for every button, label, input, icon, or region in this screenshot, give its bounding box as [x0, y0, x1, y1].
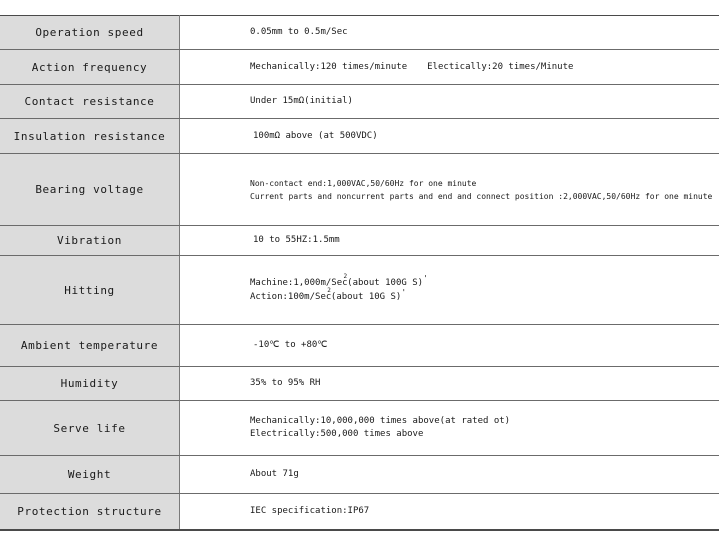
spec-value: [180, 256, 719, 325]
spec-value: [180, 85, 719, 119]
spec-row-vibration: [0, 226, 719, 256]
spec-value: [180, 226, 719, 256]
spec-label: Bearing voltage: [0, 154, 180, 226]
spec-value-line: About 71g: [250, 469, 299, 479]
spec-label: Operation speed: [0, 16, 180, 50]
spec-value: [180, 325, 719, 367]
spec-value-line: IEC specification:IP67: [250, 505, 370, 516]
spec-value: [180, 154, 719, 226]
spec-label: Contact resistance: [0, 85, 180, 119]
spec-value: [180, 16, 719, 50]
spec-row-operation-speed: [0, 16, 719, 50]
tick-mark: ': [401, 288, 407, 297]
spec-value: [180, 367, 719, 401]
spec-value: [180, 119, 719, 154]
spec-row-weight: [0, 456, 719, 494]
spec-row-serve-life: [0, 401, 719, 456]
spec-row-bearing-voltage: [0, 154, 719, 226]
spec-value-line: 10 to 55HZ:1.5mm: [253, 235, 340, 245]
spec-value-line: 0.05mm to 0.5m/Sec: [250, 27, 348, 37]
spec-value: [180, 456, 719, 494]
spec-value: [180, 401, 719, 456]
spec-value-line: Electically:20 times/Minute: [427, 61, 574, 72]
spec-label: Insulation resistance: [0, 119, 180, 154]
spec-label: Action frequency: [0, 50, 180, 85]
spec-row-insulation-resistance: [0, 119, 719, 154]
spec-label: Serve life: [0, 401, 180, 456]
spec-value-line: Action:100m/Sec: [250, 292, 332, 302]
spec-label: Hitting: [0, 256, 180, 325]
spec-label: Protection structure: [0, 494, 180, 530]
specification-table: [0, 15, 719, 531]
spec-value-line: Electrically:500,000 times above: [250, 429, 424, 439]
superscript: 2: [327, 287, 331, 294]
spec-value: [180, 50, 719, 85]
spec-value-line: (about 100G S): [347, 278, 424, 288]
spec-value-line: -10℃ to +80℃: [253, 340, 328, 350]
spec-value-line: 35% to 95% RH: [250, 378, 321, 388]
spec-value-line: Under 15mΩ(initial): [250, 96, 353, 106]
spec-value-line: 100mΩ above (at 500VDC): [253, 130, 378, 141]
spec-value-line: Mechanically:10,000,000 times above(at rated ot): [250, 416, 511, 426]
spec-value: [180, 494, 719, 530]
spec-row-ambient-temperature: [0, 325, 719, 367]
spec-row-protection-structure: [0, 494, 719, 530]
spec-value-line: Machine:1,000m/Sec: [250, 278, 348, 288]
spec-value-line: Non-contact end:1,000VAC,50/60Hz for one minute: [250, 178, 477, 188]
spec-label: Weight: [0, 456, 180, 494]
spec-row-contact-resistance: [0, 85, 719, 119]
spec-value-line: Mechanically:120 times/minute: [250, 61, 408, 72]
superscript: 2: [343, 273, 348, 280]
spec-row-hitting: [0, 256, 719, 325]
spec-row-humidity: [0, 367, 719, 401]
spec-value-line: (about 10G S): [330, 292, 402, 302]
spec-value-line: Current parts and noncurrent parts and end and connect position :2,000VAC,50/60Hz for one minute: [250, 191, 713, 201]
spec-row-action-frequency: [0, 50, 719, 85]
spec-label: Humidity: [0, 367, 180, 401]
spec-label: Vibration: [0, 226, 180, 256]
tick-mark: ': [423, 274, 428, 283]
spec-label: Ambient temperature: [0, 325, 180, 367]
